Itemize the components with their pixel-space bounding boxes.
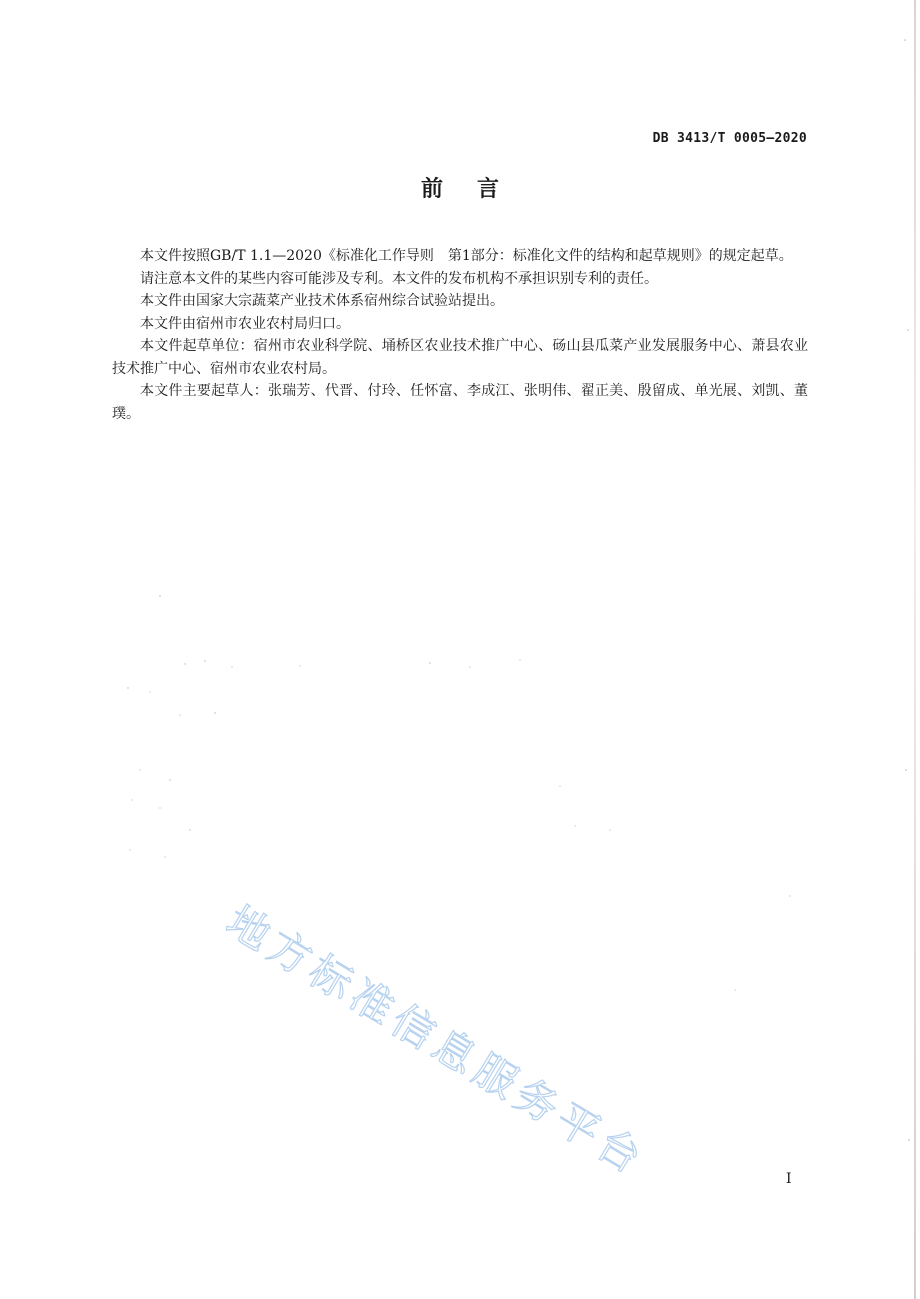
page-number: I [786,1171,792,1187]
page-title: 前言 [420,177,533,202]
paragraph-drafting-units: 本文件起草单位：宿州市农业科学院、埇桥区农业技术推广中心、砀山县瓜菜产业发展服务中心、萧县农业技术推广中心、宿州市农业农村局。 [112,338,808,377]
document-code: DB 3413/T 0005—2020 [652,131,807,146]
paragraph-patent-notice: 请注意本文件的某些内容可能涉及专利。本文件的发布机构不承担识别专利的责任。 [140,270,658,287]
paragraph-drafters: 本文件主要起草人：张瑞芳、代晋、付玲、任怀富、李成江、张明伟、翟正美、殷留成、单光展、刘凯、董璞。 [112,383,808,422]
paragraph-drafting-rules: 本文件按照GB/T 1.1—2020《标准化工作导则 第1部分：标准化文件的结构和起草规则》的规定起草。 [140,248,793,264]
paragraph-proposer: 本文件由国家大宗蔬菜产业技术体系宿州综合试验站提出。 [140,293,504,309]
foreword-body [112,245,808,425]
paragraph-administrator: 本文件由宿州市农业农村局归口。 [140,315,350,332]
watermark-text: 地方标准信息服务平台 [218,896,655,1186]
